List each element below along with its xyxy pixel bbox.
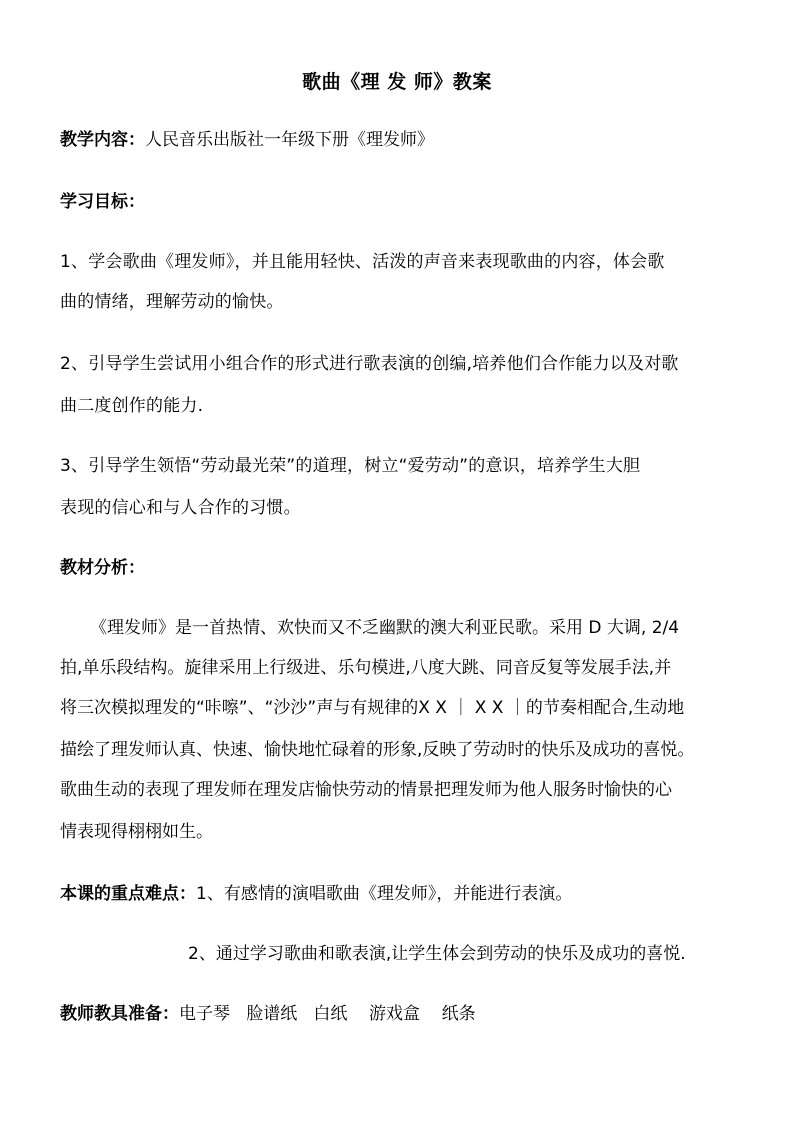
keypoints-item-2: 2、通过学习歌曲和歌表演,让学生体会到劳动的快乐及成功的喜悦.	[188, 944, 686, 964]
objectives-heading: 学习目标：	[60, 192, 145, 212]
objective-3-line-2: 表现的信心和与人合作的习惯。	[60, 498, 301, 518]
objective-1-line-2: 曲的情绪，理解劳动的愉快。	[60, 292, 284, 312]
materials-value: 电子琴 脸谱纸 白纸 游戏盒 纸条	[179, 1004, 476, 1024]
teaching-content-line	[60, 128, 750, 152]
materials-label: 教师教具准备：	[60, 1004, 179, 1024]
objective-2-line-1: 2、引导学生尝试用小组合作的形式进行歌表演的创编,培养他们合作能力以及对歌	[60, 354, 679, 374]
objective-2-line-2: 曲二度创作的能力.	[60, 396, 204, 416]
analysis-line-1: 《理发师》是一首热情、欢快而又不乏幽默的澳大利亚民歌。采用 D 大调, 2/4	[90, 618, 680, 638]
analysis-line-5: 歌曲生动的表现了理发师在理发店愉快劳动的情景把理发师为他人服务时愉快的心	[60, 780, 672, 800]
objective-3-line-1: 3、引导学生领悟“劳动最光荣”的道理，树立“爱劳动”的意识，培养学生大胆	[60, 456, 641, 476]
keypoints-line-1	[60, 882, 750, 906]
keypoints-label: 本课的重点难点：	[60, 884, 196, 904]
teaching-content-value: 人民音乐出版社一年级下册《理发师》	[145, 130, 434, 150]
teaching-content-label: 教学内容：	[60, 130, 145, 150]
materials-line	[60, 1002, 750, 1026]
analysis-heading: 教材分析：	[60, 558, 145, 578]
analysis-line-2: 拍,单乐段结构。旋律采用上行级进、乐句模进,八度大跳、同音反复等发展手法,并	[60, 658, 672, 678]
keypoints-item-1: 1、有感情的演唱歌曲《理发师》，并能进行表演。	[196, 884, 573, 904]
objective-1-line-1: 1、学会歌曲《理发师》，并且能用轻快、活泼的声音来表现歌曲的内容，体会歌	[60, 252, 665, 272]
analysis-line-4: 描绘了理发师认真、快速、愉快地忙碌着的形象,反映了劳动时的快乐及成功的喜悦。	[60, 740, 695, 760]
analysis-line-6: 情表现得栩栩如生。	[60, 822, 213, 842]
analysis-line-3: 将三次模拟理发的“咔嚓”、“沙沙”声与有规律的X X ｜ X X ｜的节奏相配合,生动地	[60, 698, 685, 718]
document-title: 歌曲《理 发 师》教案	[302, 71, 492, 93]
